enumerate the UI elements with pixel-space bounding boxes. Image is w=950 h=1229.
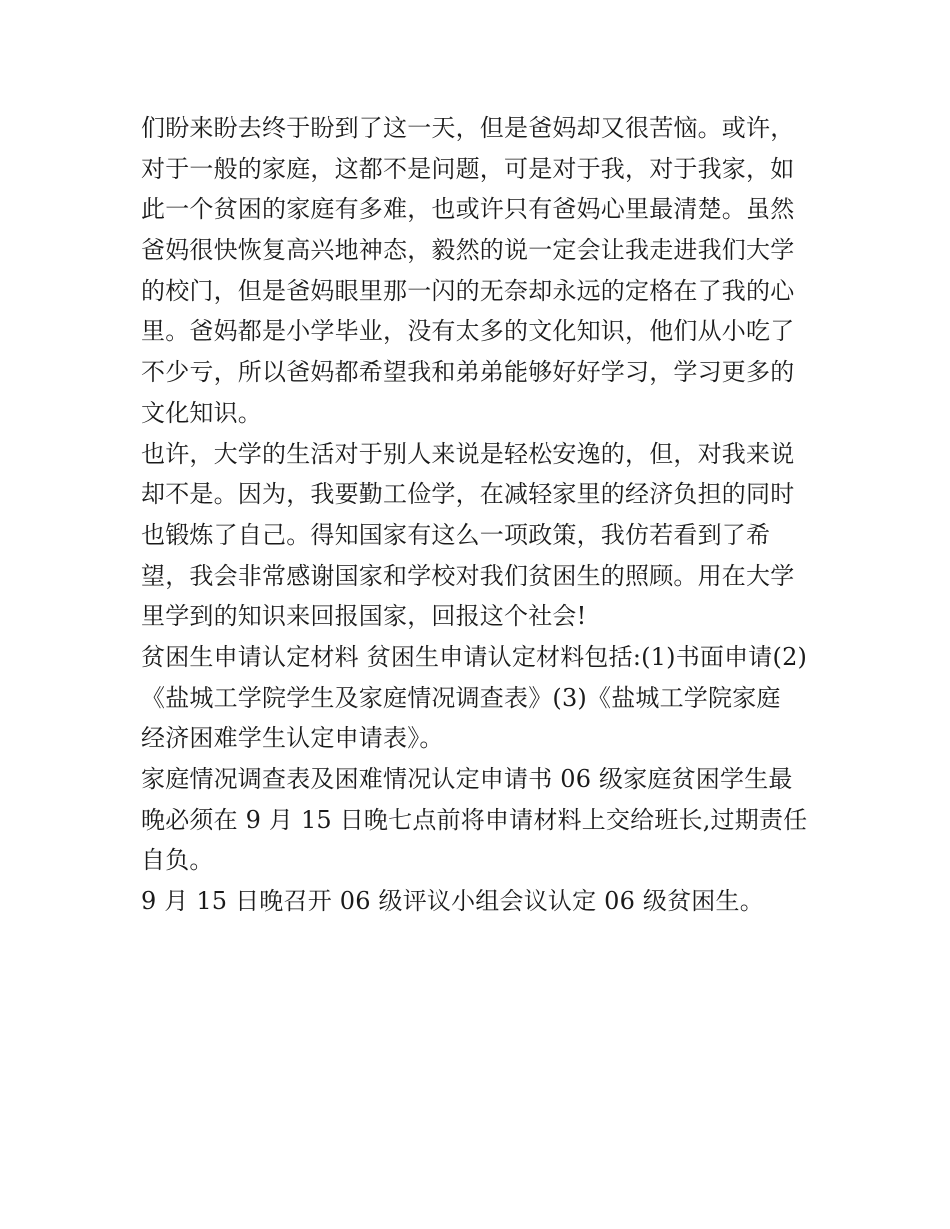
text-line: 的校门，但是爸妈眼里那一闪的无奈却永远的定格在了我的心 [141, 276, 795, 305]
text-line: 9 月 15 日晚召开 06 级评议小组会议认定 06 级贫困生。 [141, 887, 764, 916]
text-line: 此一个贫困的家庭有多难，也或许只有爸妈心里最清楚。虽然 [141, 195, 795, 224]
paragraph-5 [141, 881, 821, 922]
text-line: 贫困生申请认定材料 贫困生申请认定材料包括:(1)书面申请(2) [141, 642, 808, 671]
paragraph-3 [141, 637, 821, 759]
text-line: 家庭情况调查表及困难情况认定申请书 06 级家庭贫困学生最 [141, 765, 793, 793]
text-line: 对于一般的家庭，这都不是问题，可是对于我，对于我家，如 [141, 154, 795, 183]
text-line: 文化知识。 [141, 398, 262, 427]
text-line: 晚必须在 9 月 15 日晚七点前将申请材料上交给班长,过期责任 [141, 805, 808, 834]
text-line: 望，我会非常感谢国家和学校对我们贫困生的照顾。用在大学 [141, 561, 795, 590]
paragraph-1 [141, 108, 821, 434]
text-line: 经济困难学生认定申请表》。 [141, 724, 444, 753]
paragraph-2 [141, 434, 821, 637]
document-body [141, 108, 821, 922]
text-line: 也锻炼了自己。得知国家有这么一项政策，我仿若看到了希 [141, 520, 771, 549]
text-line: 自负。 [141, 846, 214, 875]
text-line: 也许，大学的生活对于别人来说是轻松安逸的，但，对我来说 [141, 439, 795, 468]
text-line: 里学到的知识来回报国家，回报这个社会! [141, 602, 587, 631]
text-line: 爸妈很快恢复高兴地神态，毅然的说一定会让我走进我们大学 [141, 236, 795, 265]
paragraph-4 [141, 759, 821, 881]
text-line: 里。爸妈都是小学毕业，没有太多的文化知识，他们从小吃了 [141, 317, 795, 346]
text-line: 们盼来盼去终于盼到了这一天，但是爸妈却又很苦恼。或许， [141, 114, 795, 142]
text-line: 不少亏，所以爸妈都希望我和弟弟能够好好学习，学习更多的 [141, 358, 795, 387]
text-line: 却不是。因为，我要勤工俭学，在减轻家里的经济负担的同时 [141, 480, 795, 509]
text-line: 《盐城工学院学生及家庭情况调查表》(3)《盐城工学院家庭 [141, 683, 781, 712]
